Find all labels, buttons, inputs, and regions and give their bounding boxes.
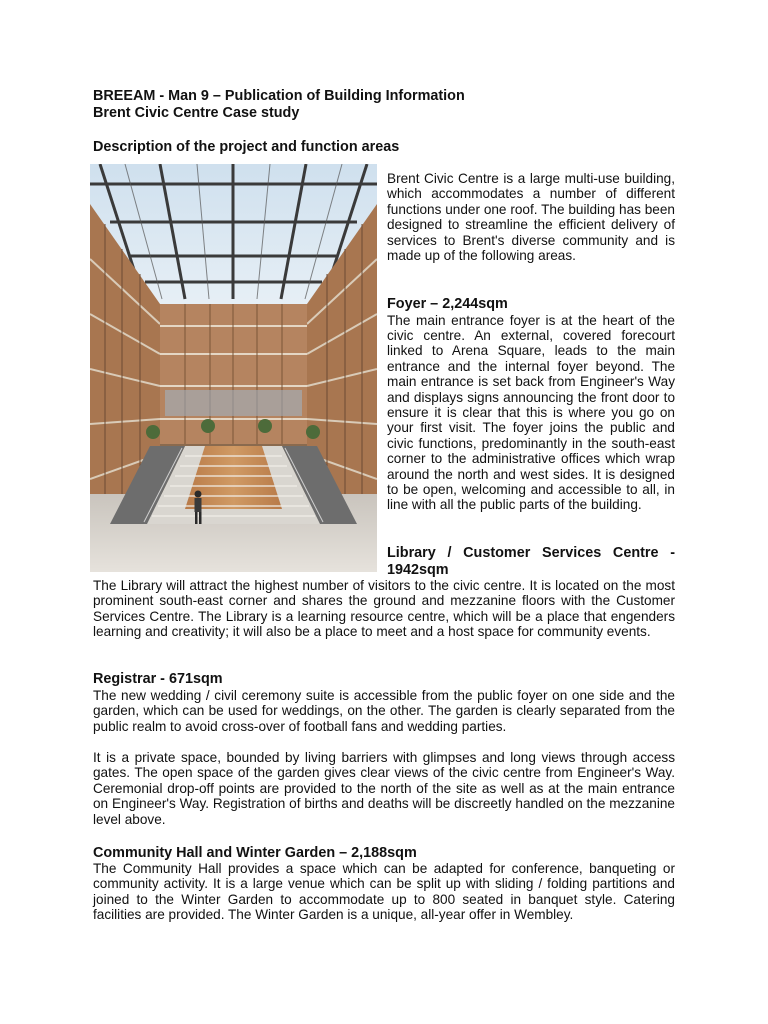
registrar-text-1: The new wedding / civil ceremony suite is accessible from the public foyer on one side and the garden, which can be used for weddings, on the other. The garden is clearly separated from the public realm to avoid cross-over of football fans and wedding parties. [93, 688, 675, 734]
intro-text: Brent Civic Centre is a large multi-use building, which accommodates a number of different functions under one roof. The building has been designed to streamline the efficient delivery of services to Brent's diverse community and is made up of the following areas. [387, 171, 675, 264]
description-heading: Description of the project and function areas [93, 139, 400, 155]
foyer-section [387, 296, 675, 513]
library-heading: Library / Customer Services Centre - 1942sqm [387, 545, 675, 578]
community-paragraph [93, 861, 675, 923]
library-heading-block [387, 545, 675, 578]
library-text: The Library will attract the highest number of visitors to the civic centre. It is located on the most prominent south-east corner and shares the ground and mezzanine floors with the Customer Services Centre. The Library is a learning resource centre, which will be a place that engenders learning and creativity; it will also be a place to meet and a host space for community events. [93, 578, 675, 640]
foyer-heading: Foyer – 2,244sqm [387, 296, 508, 312]
community-heading: Community Hall and Winter Garden – 2,188sqm [93, 845, 417, 861]
intro-paragraph [387, 171, 675, 263]
registrar-paragraph-1 [93, 688, 675, 734]
description-section [93, 139, 675, 156]
community-text: The Community Hall provides a space which can be adapted for conference, banqueting or community activity. It is a large venue which can be split up with sliding / folding partitions and joined to the Winter Garden to accommodate up to 800 seated in banquet style. Catering facilities are provided. The Winter Garden is a unique, all-year offer in Wembley. [93, 861, 675, 923]
document-title: BREEAM - Man 9 – Publication of Building Information [93, 88, 465, 104]
library-section [93, 578, 675, 640]
registrar-heading: Registrar - 671sqm [93, 671, 223, 687]
foyer-text: The main entrance foyer is at the heart of the civic centre. An external, covered forecourt linked to Arena Square, leads to the main entrance and the internal foyer beyond. The main entrance is set back from Engineer's Way and displays signs announcing the front door to ensure it is clear that this is where you go on your first visit. The foyer joins the public and civic functions, predominantly in the south-east corner to the administrative offices which wrap around the north and west sides. It is designed to be open, welcoming and accessible to all, in line with all the public parts of the building. [387, 312, 675, 513]
registrar-text-2: It is a private space, bounded by living barriers with glimpses and long views through access gates. The open space of the garden gives clear views of the civic centre from Engineer's Way. Ceremonial drop-off points are provided to the north of the site as well as at the main entrance on Engineer's Way. Registration of births and deaths will be discreetly handled on the mezzanine level above. [93, 750, 675, 827]
atrium-photo [90, 164, 377, 572]
registrar-paragraph-2 [93, 750, 675, 827]
registrar-section [93, 671, 675, 688]
document-subtitle: Brent Civic Centre Case study [93, 104, 300, 121]
community-section [93, 845, 675, 862]
title-block [93, 88, 675, 121]
